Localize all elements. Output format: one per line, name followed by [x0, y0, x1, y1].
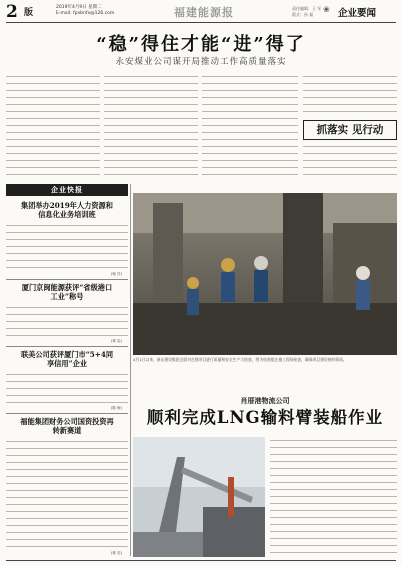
- body-text-lines: [270, 437, 397, 556]
- sidebar-body: [6, 438, 128, 550]
- lead-headline: “稳”得住才能“进”得了: [96, 34, 306, 55]
- body-text-lines: [6, 222, 128, 271]
- sidebar-byline: (林 浩): [110, 551, 122, 555]
- lead-photo: [133, 193, 397, 355]
- second-story-photo: [133, 437, 265, 557]
- sidebar-divider: [6, 413, 128, 414]
- body-text-lines: [6, 73, 100, 178]
- port-loading-arm-image: [133, 437, 265, 557]
- sidebar-byline: (陈 海): [110, 406, 122, 410]
- layout-line: 版式：孙 磊: [292, 12, 314, 17]
- slogan-box: 抓落实 见行动: [303, 120, 397, 140]
- news-brief-banner: [6, 184, 128, 196]
- news-brief-title: 企业快报: [51, 185, 83, 194]
- sidebar-divider: [6, 346, 128, 347]
- contact-email: E-mail: fpxbnfx@126.com: [56, 11, 115, 16]
- issue-date: 2019年4月9日 星期二: [56, 5, 102, 10]
- sidebar-body: [6, 304, 128, 339]
- second-story-headline: 顺利完成LNG输料臂装船作业: [146, 408, 384, 427]
- sidebar-headline: 集团举办2019年人力资源和信息化业务培训班: [21, 201, 113, 219]
- page-number: 2: [6, 2, 18, 22]
- editor-credits: [292, 6, 321, 18]
- lead-photo-caption: 4月1日以来，新山建设集团全面对在建项目进行质量和安全生产大检查，图为检查组在施工现场检查，确保项目建设按时保质。: [133, 357, 347, 362]
- sidebar-body: [6, 222, 128, 271]
- sidebar-byline: (杨 洋): [110, 272, 122, 276]
- sidebar-headline: 联美公司获评厦门市“5+4同享信用”企业: [20, 350, 114, 368]
- body-text-lines: [202, 73, 298, 178]
- lead-body-col-3: [202, 73, 298, 179]
- lead-body-col-1: [6, 73, 100, 179]
- lead-body-col-4b: [303, 143, 397, 179]
- sidebar-divider: [6, 279, 128, 280]
- section-name: 企业要闻: [338, 8, 377, 19]
- lead-subhead: 永安煤业公司谋开局推动工作高质量落实: [115, 57, 287, 67]
- section-ornament-icon: ❀: [323, 5, 330, 14]
- sidebar-headline: 厦门京闽能源获评“省级港口工业”称号: [21, 283, 113, 301]
- lead-body-col-4: [303, 73, 397, 117]
- body-text-lines: [6, 371, 128, 406]
- body-text-lines: [303, 143, 397, 178]
- second-story-body: [270, 437, 397, 557]
- sidebar-headline: 福能集团财务公司国资投资再转新赛道: [20, 417, 114, 435]
- sidebar-body: [6, 371, 128, 406]
- editor-line: 责任编辑：王 军: [292, 6, 322, 11]
- sidebar-byline: (林 辰): [110, 339, 122, 343]
- newspaper-name: 福建能源报: [174, 6, 234, 19]
- masthead: [0, 0, 402, 26]
- second-story-kicker: 肖厝港物流公司: [240, 396, 290, 405]
- body-text-lines: [6, 438, 128, 550]
- column-divider: [130, 184, 131, 556]
- body-text-lines: [6, 304, 128, 339]
- construction-site-image: [133, 193, 397, 355]
- body-text-lines: [104, 73, 198, 178]
- page-word: 版: [24, 8, 34, 18]
- masthead-rule: [6, 22, 396, 23]
- footer-rule: [6, 560, 396, 561]
- body-text-lines: [303, 73, 397, 115]
- lead-body-col-2: [104, 73, 198, 179]
